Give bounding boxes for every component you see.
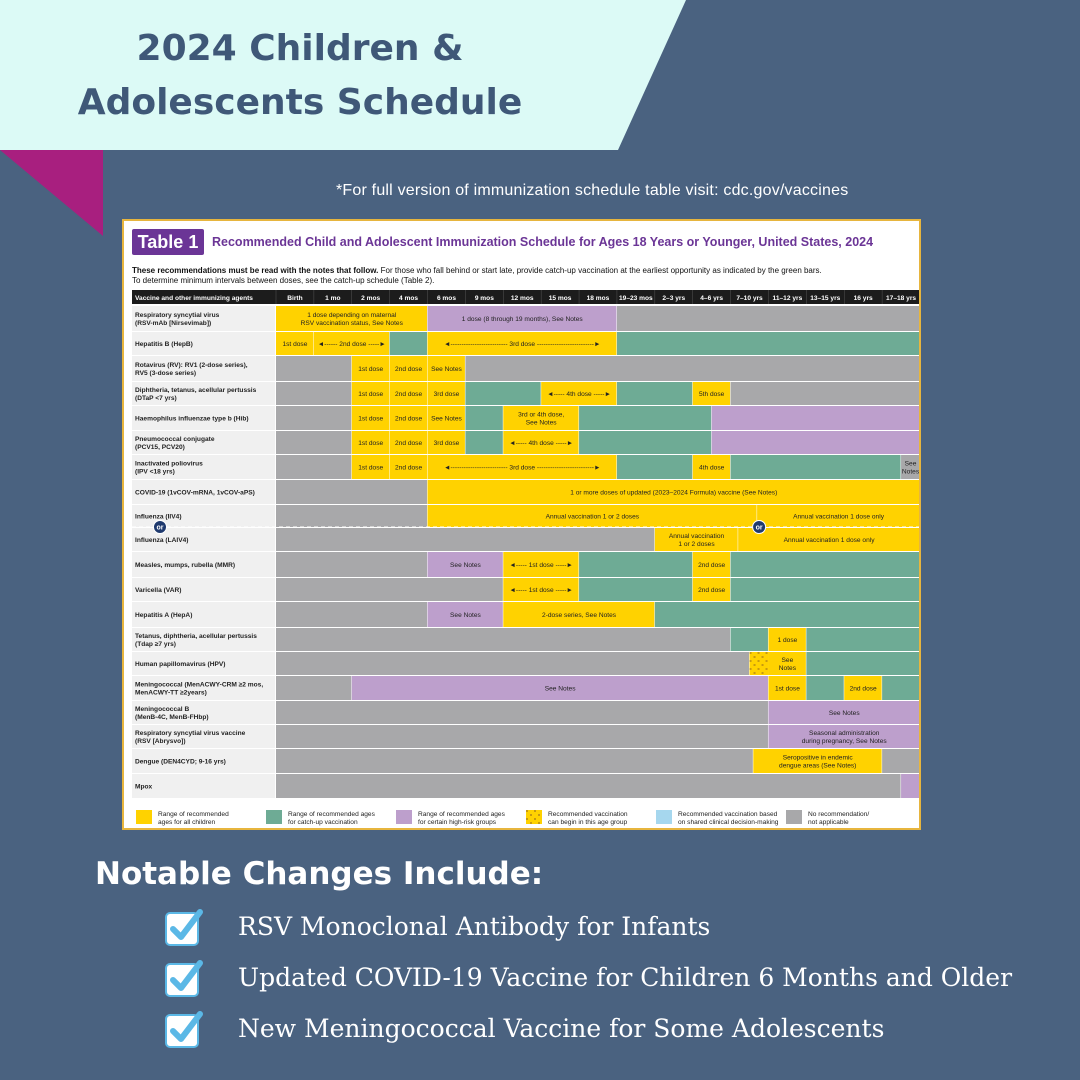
vaccine-name: Measles, mumps, rubella (MMR) <box>135 562 236 569</box>
change-text: Updated COVID-19 Vaccine for Children 6 Months and Older <box>238 963 1013 992</box>
legend-label: Recommended vaccination based <box>678 811 778 818</box>
bar-label: ◄----- 4th dose -----► <box>509 440 574 447</box>
vaccine-name: (Tdap ≥7 yrs) <box>135 641 176 648</box>
schedule-bar <box>276 652 749 675</box>
magenta-accent-triangle <box>0 150 103 236</box>
legend-label: on shared clinical decision-making <box>678 819 779 826</box>
schedule-bar <box>617 455 692 479</box>
age-header: 16 yrs <box>853 295 873 302</box>
bar-label: Notes <box>778 665 797 672</box>
schedule-bar <box>276 528 654 551</box>
schedule-bar <box>276 578 503 601</box>
age-header: 18 mos <box>586 295 610 302</box>
bar-label: 2nd dose <box>849 685 877 693</box>
dot-pattern <box>754 656 756 658</box>
bar-label: 2nd dose <box>395 366 423 373</box>
dot-pattern <box>762 656 764 658</box>
bar-label: See <box>781 657 794 664</box>
bar-label: 5th dose <box>698 391 725 398</box>
age-header: 12 mos <box>510 295 534 302</box>
schedule-bar <box>276 356 351 381</box>
bar-label: 1st dose <box>358 440 384 447</box>
bar-label: 2nd dose <box>395 464 423 472</box>
bar-label: Annual vaccination 1 or 2 doses <box>545 513 640 521</box>
bar-label: See Notes <box>431 415 462 423</box>
vaccine-name: Meningococcal (MenACWY-CRM ≥2 mos, <box>135 681 264 689</box>
table-badge: Table 1 <box>132 229 204 255</box>
vaccine-name: (RSV-mAb [Nirsevimab]) <box>135 320 212 327</box>
schedule-bar <box>712 431 919 454</box>
schedule-table-card <box>122 219 921 830</box>
schedule-bar <box>655 602 919 627</box>
checkbox-icon <box>164 1010 204 1050</box>
legend-label: not applicable <box>808 819 849 826</box>
bar-label: 1 dose <box>777 637 798 644</box>
bar-label: Seasonal administration <box>809 730 880 737</box>
bar-label: See Notes <box>450 612 481 619</box>
bar-label: ◄----- 4th dose -----► <box>547 391 612 398</box>
schedule-bar <box>882 749 919 773</box>
bar-label: 2nd dose <box>395 391 423 398</box>
legend-label: can begin in this age group <box>548 819 628 826</box>
schedule-bar <box>276 676 351 700</box>
schedule-bar <box>750 652 769 675</box>
dot-pattern <box>762 664 764 666</box>
schedule-bar <box>731 455 901 479</box>
full-version-note: *For full version of immunization schedule table visit: cdc.gov/vaccines <box>336 182 849 199</box>
bar-label: 3rd dose <box>433 440 460 447</box>
schedule-bar <box>617 306 919 331</box>
bar-label: 2nd dose <box>698 562 726 569</box>
change-item <box>160 904 1060 952</box>
change-item <box>160 955 1060 1003</box>
schedule-bar <box>276 406 351 430</box>
bar-label: Notes <box>901 468 919 476</box>
legend-label: Range of recommended ages <box>288 811 375 818</box>
vaccine-name: (IPV <18 yrs) <box>135 468 175 476</box>
intro-rest: For those who fall behind or start late, provide catch-up vaccination at the earliest opportunity as indicated by the green bars. <box>378 266 822 275</box>
vaccine-name: (PCV15, PCV20) <box>135 444 185 451</box>
header-label: Vaccine and other immunizing agents <box>135 295 253 302</box>
schedule-bar <box>276 552 427 577</box>
schedule-bar <box>712 406 919 430</box>
bar-label: 2-dose series, See Notes <box>542 612 617 619</box>
intro-bold: These recommendations must be read with the notes that follow. <box>132 266 379 275</box>
schedule-bar <box>731 382 919 405</box>
schedule-bar <box>579 431 711 454</box>
vaccine-name: Respiratory syncytial virus vaccine <box>135 730 246 737</box>
age-header: 1 mo <box>325 295 341 302</box>
age-header: 15 mos <box>548 295 572 302</box>
dot-pattern <box>754 672 756 674</box>
schedule-bar <box>276 774 901 798</box>
legend-swatch <box>136 810 152 824</box>
legend-swatch <box>656 810 672 824</box>
schedule-grid <box>124 221 919 828</box>
dot-pattern <box>758 668 760 670</box>
bar-label: 1st dose <box>774 685 800 693</box>
page-title: 2024 Children & Adolescents Schedule <box>77 28 523 123</box>
schedule-bar <box>465 382 540 405</box>
change-item <box>160 1006 1060 1054</box>
vaccine-name: Tetanus, diphtheria, acellular pertussis <box>135 633 257 640</box>
legend-label: for catch-up vaccination <box>288 819 358 826</box>
bar-label: during pregnancy, See Notes <box>801 738 887 745</box>
legend-label: ages for all children <box>158 819 216 826</box>
intro-line2: To determine minimum intervals between doses, see the catch-up schedule (Table 2). <box>132 276 435 285</box>
legend-label: Range of recommended ages <box>418 811 505 818</box>
dot-pattern <box>762 672 764 674</box>
table-title: Recommended Child and Adolescent Immunization Schedule for Ages 18 Years or Younger, United States, 2024 <box>212 235 874 249</box>
bar-label: See Notes <box>544 685 576 693</box>
vaccine-name-cell <box>132 774 275 798</box>
bar-label: See Notes <box>431 366 462 373</box>
bar-label: 3rd dose <box>433 391 460 398</box>
schedule-bar <box>806 628 919 651</box>
schedule-bar <box>731 578 919 601</box>
schedule-bar <box>731 552 919 577</box>
age-header: 19–23 mos <box>619 295 653 302</box>
bar-label: 2nd dose <box>698 587 726 594</box>
schedule-bar <box>276 480 427 504</box>
bar-label: 2nd dose <box>395 440 423 447</box>
bar-label: 1st dose <box>282 341 308 348</box>
bar-label: 4th dose <box>698 464 725 472</box>
schedule-bar <box>465 406 502 430</box>
schedule-bar <box>882 676 919 700</box>
bar-label: 1st dose <box>358 464 384 472</box>
age-header: 13–15 yrs <box>810 295 841 302</box>
bar-label: dengue areas (See Notes) <box>779 762 857 770</box>
schedule-bar <box>276 505 427 527</box>
bar-label: See Notes <box>525 419 557 427</box>
dot-pattern <box>766 668 768 670</box>
schedule-bar <box>276 431 351 454</box>
dot-pattern <box>530 814 532 816</box>
vaccine-name: Human papillomavirus (HPV) <box>135 661 226 668</box>
notable-changes-heading: Notable Changes Include: <box>95 856 544 892</box>
vaccine-name: Rotavirus (RV): RV1 (2-dose series), <box>135 362 248 369</box>
vaccine-name: COVID-19 (1vCOV-mRNA, 1vCOV-aPS) <box>135 489 255 497</box>
checkbox-icon <box>164 959 204 999</box>
schedule-bar <box>806 652 919 675</box>
age-header: 11–12 yrs <box>772 295 803 302</box>
schedule-bar <box>276 382 351 405</box>
bar-label: Annual vaccination <box>668 533 725 540</box>
legend-label: Range of recommended <box>158 811 229 818</box>
schedule-bar <box>579 552 692 577</box>
legend-swatch <box>786 810 802 824</box>
dot-pattern <box>534 818 536 820</box>
legend-swatch <box>266 810 282 824</box>
vaccine-name: Hepatitis B (HepB) <box>135 341 193 348</box>
or-label: or <box>755 524 763 532</box>
bar-label: ◄----- 1st dose -----► <box>509 562 573 569</box>
schedule-bar <box>465 356 919 381</box>
age-header: 4 mos <box>399 295 419 302</box>
schedule-bar <box>276 455 351 479</box>
dot-pattern <box>538 814 540 816</box>
bar-label: Annual vaccination 1 dose only <box>783 537 875 544</box>
vaccine-name: Haemophilus influenzae type b (Hib) <box>135 415 249 423</box>
change-text: RSV Monoclonal Antibody for Infants <box>238 912 711 941</box>
bar-label: 1 or 2 doses <box>678 541 715 548</box>
schedule-bar <box>617 332 919 355</box>
vaccine-name: Inactivated poliovirus <box>135 460 203 468</box>
schedule-bar <box>579 578 692 601</box>
dot-pattern <box>750 668 752 670</box>
age-header: Birth <box>287 295 303 302</box>
bar-label: See Notes <box>828 710 860 717</box>
schedule-bar <box>806 676 843 700</box>
bar-label: 1st dose <box>358 391 384 398</box>
vaccine-name: Pneumococcal conjugate <box>135 436 215 443</box>
dot-pattern <box>526 818 528 820</box>
dot-pattern <box>530 822 532 824</box>
vaccine-name: Respiratory syncytial virus <box>135 312 220 319</box>
schedule-bar <box>276 628 730 651</box>
dot-pattern <box>754 664 756 666</box>
dot-pattern <box>526 810 528 812</box>
legend-swatch <box>526 810 542 824</box>
schedule-bar <box>276 725 768 748</box>
legend-label: No recommendation/ <box>808 811 870 818</box>
vaccine-name: Dengue (DEN4CYD; 9-16 yrs) <box>135 758 226 766</box>
schedule-bar <box>276 701 768 724</box>
vaccine-name: (RSV [Abrysvo]) <box>135 738 186 745</box>
bar-label: Seropositive in endemic <box>782 754 853 762</box>
bar-label: ◄----- 1st dose -----► <box>509 587 573 594</box>
change-text: New Meningococcal Vaccine for Some Adolescents <box>238 1014 885 1043</box>
age-header: 7–10 yrs <box>736 295 763 302</box>
legend-swatch <box>396 810 412 824</box>
age-header: 2 mos <box>361 295 381 302</box>
schedule-bar <box>579 406 711 430</box>
schedule-bar <box>731 628 768 651</box>
bar-label: ◄-------------------------- 3rd dose --------------------------► <box>443 464 601 472</box>
dot-pattern <box>538 822 540 824</box>
age-header: 2–3 yrs <box>662 295 686 302</box>
bar-label: Annual vaccination 1 dose only <box>793 513 885 521</box>
vaccine-name: Diphtheria, tetanus, acellular pertussis <box>135 387 257 394</box>
bar-label: 1 dose depending on maternal <box>307 312 397 319</box>
dot-pattern <box>534 810 536 812</box>
vaccine-name: (DTaP <7 yrs) <box>135 395 177 402</box>
bar-label: See Notes <box>450 562 481 569</box>
bar-label: 3rd or 4th dose, <box>518 411 565 419</box>
bar-label: 1 or more doses of updated (2023–2024 Formula) vaccine (See Notes) <box>570 489 778 497</box>
or-label: or <box>156 524 164 532</box>
checkbox-icon <box>164 908 204 948</box>
schedule-bar <box>465 431 502 454</box>
age-header: 6 mos <box>436 295 457 302</box>
legend-label: for certain high-risk groups <box>418 819 497 826</box>
vaccine-name: Hepatitis A (HepA) <box>135 612 193 619</box>
vaccine-name: MenACWY-TT ≥2years) <box>135 689 207 697</box>
vaccine-name: Influenza (IIV4) <box>135 513 182 521</box>
dot-pattern <box>766 652 768 654</box>
bar-label: 1st dose <box>358 366 384 373</box>
schedule-bar <box>617 382 692 405</box>
vaccine-name: Meningococcal B <box>135 706 190 713</box>
bar-label: 1 dose (8 through 19 months), See Notes <box>461 316 583 323</box>
bar-label: 2nd dose <box>395 415 423 423</box>
dot-pattern <box>750 652 752 654</box>
schedule-bar <box>901 774 919 798</box>
vaccine-name: Mpox <box>135 783 153 791</box>
dot-pattern <box>758 660 760 662</box>
age-header: 17–18 yrs <box>886 295 917 302</box>
bar-label: ◄------ 2nd dose -----► <box>317 341 386 348</box>
schedule-bar <box>276 602 427 627</box>
dot-pattern <box>750 660 752 662</box>
dot-pattern <box>766 660 768 662</box>
vaccine-name: RV5 (3-dose series) <box>135 370 197 377</box>
bar-label: RSV vaccination status, See Notes <box>300 320 403 327</box>
vaccine-name: Varicella (VAR) <box>135 587 182 594</box>
schedule-bar <box>276 749 753 773</box>
legend-label: Recommended vaccination <box>548 811 628 818</box>
bar-label: ◄-------------------------- 3rd dose --------------------------► <box>443 341 601 348</box>
schedule-bar <box>390 332 427 355</box>
age-header: 4–6 yrs <box>700 295 724 302</box>
age-header: 9 mos <box>474 295 494 302</box>
bar-label: See <box>904 460 917 468</box>
vaccine-name: Influenza (LAIV4) <box>135 537 189 544</box>
dot-pattern <box>758 652 760 654</box>
bar-label: 1st dose <box>358 415 384 423</box>
vaccine-name: (MenB-4C, MenB-FHbp) <box>135 714 209 721</box>
